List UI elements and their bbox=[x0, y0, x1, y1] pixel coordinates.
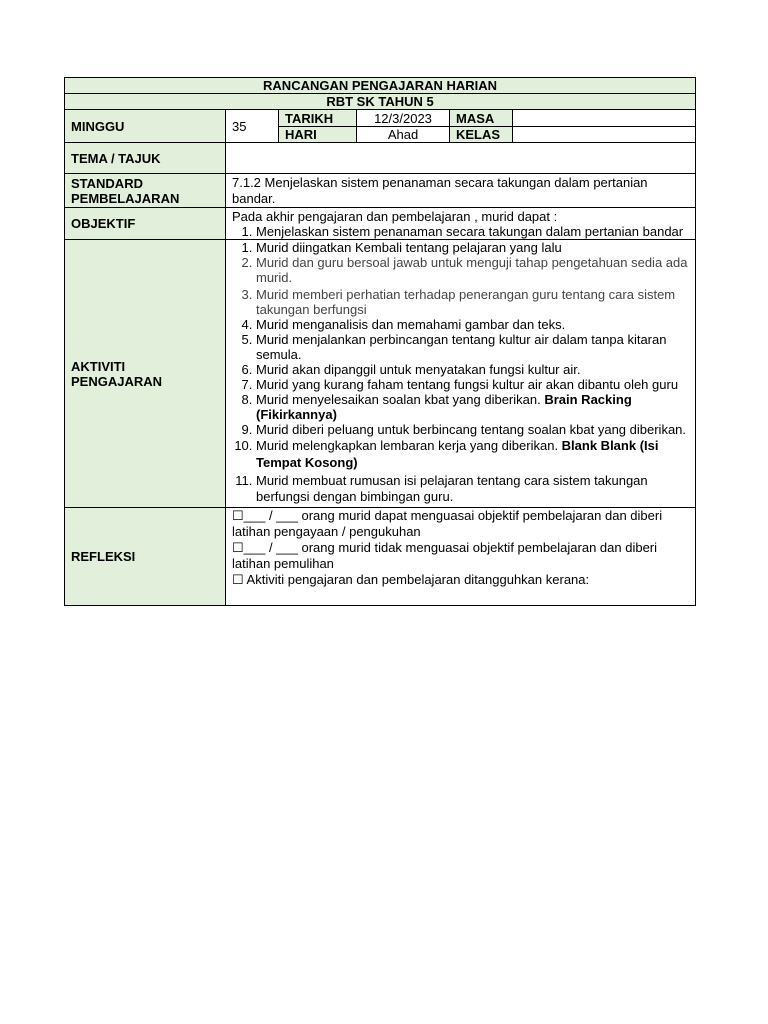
objektif-list bbox=[232, 224, 689, 239]
refleksi-line: ☐___ / ___ orang murid tidak menguasai objektif pembelajaran dan diberi latihan pemulihan bbox=[232, 540, 658, 571]
refleksi-line: ☐___ / ___ orang murid dapat menguasai objektif pembelajaran dan diberi latihan pengayaan / pengukuhan bbox=[232, 508, 663, 539]
kelas-value bbox=[513, 127, 696, 143]
aktiviti-item: 11. Murid membuat rumusan isi pelajaran tentang cara sistem takungan berfungsi dengan bimbingan guru. bbox=[256, 473, 689, 505]
masa-label: MASA bbox=[450, 110, 513, 127]
refleksi-line: ☐ Aktiviti pengajaran dan pembelajaran ditangguhkan kerana: bbox=[232, 572, 590, 587]
objektif-intro: Pada akhir pengajaran dan pembelajaran , murid dapat : bbox=[232, 208, 558, 224]
tema-value bbox=[226, 143, 696, 174]
objektif-label: OBJEKTIF bbox=[65, 208, 226, 240]
aktiviti-cell bbox=[226, 240, 696, 508]
refleksi-cell bbox=[226, 508, 696, 606]
aktiviti-item: 4. Murid menganalisis dan memahami gambar dan teks. bbox=[256, 317, 689, 332]
tema-label: TEMA / TAJUK bbox=[65, 143, 226, 174]
aktiviti-item: 5. Murid menjalankan perbincangan tentang kultur air dalam tanpa kitaran semula. bbox=[256, 332, 689, 362]
document-title: RANCANGAN PENGAJARAN HARIAN bbox=[65, 78, 696, 94]
refleksi-label: REFLEKSI bbox=[65, 508, 226, 606]
hari-value: Ahad bbox=[357, 127, 450, 143]
aktiviti-list bbox=[232, 240, 689, 505]
aktiviti-item: 8. Murid menyelesaikan soalan kbat yang diberikan. Brain Racking (Fikirkannya) bbox=[256, 392, 689, 422]
standard-value: 7.1.2 Menjelaskan sistem penanaman secara takungan dalam pertanian bandar. bbox=[226, 174, 696, 208]
aktiviti-item: 1. Murid diingatkan Kembali tentang pelajaran yang lalu bbox=[256, 240, 689, 255]
lesson-plan-table bbox=[64, 77, 696, 606]
aktiviti-item: 2. Murid dan guru bersoal jawab untuk menguji tahap pengetahuan sedia ada murid. bbox=[256, 255, 689, 285]
tarikh-label: TARIKH bbox=[279, 110, 357, 127]
objektif-cell bbox=[226, 208, 696, 240]
tarikh-value: 12/3/2023 bbox=[357, 110, 450, 127]
masa-value bbox=[513, 110, 696, 127]
aktiviti-item: 7. Murid yang kurang faham tentang fungsi kultur air akan dibantu oleh guru bbox=[256, 377, 689, 392]
document-subtitle: RBT SK TAHUN 5 bbox=[65, 94, 696, 110]
kelas-label: KELAS bbox=[450, 127, 513, 143]
minggu-value: 35 bbox=[226, 110, 279, 143]
aktiviti-label: AKTIVITI PENGAJARAN bbox=[65, 240, 226, 508]
aktiviti-item: 6. Murid akan dipanggil untuk menyatakan fungsi kultur air. bbox=[256, 362, 689, 377]
minggu-label: MINGGU bbox=[65, 110, 226, 143]
aktiviti-item: 9. Murid diberi peluang untuk berbincang tentang soalan kbat yang diberikan. bbox=[256, 422, 689, 437]
hari-label: HARI bbox=[279, 127, 357, 143]
aktiviti-item: 3. Murid memberi perhatian terhadap penerangan guru tentang cara sistem takungan berfungsi bbox=[256, 287, 689, 317]
objektif-item: 1. Menjelaskan sistem penanaman secara takungan dalam pertanian bandar bbox=[256, 224, 689, 239]
aktiviti-item: 10. Murid melengkapkan lembaran kerja yang diberikan. Blank Blank (Isi Tempat Kosong) bbox=[256, 437, 689, 471]
standard-label: STANDARD PEMBELAJARAN bbox=[65, 174, 226, 208]
